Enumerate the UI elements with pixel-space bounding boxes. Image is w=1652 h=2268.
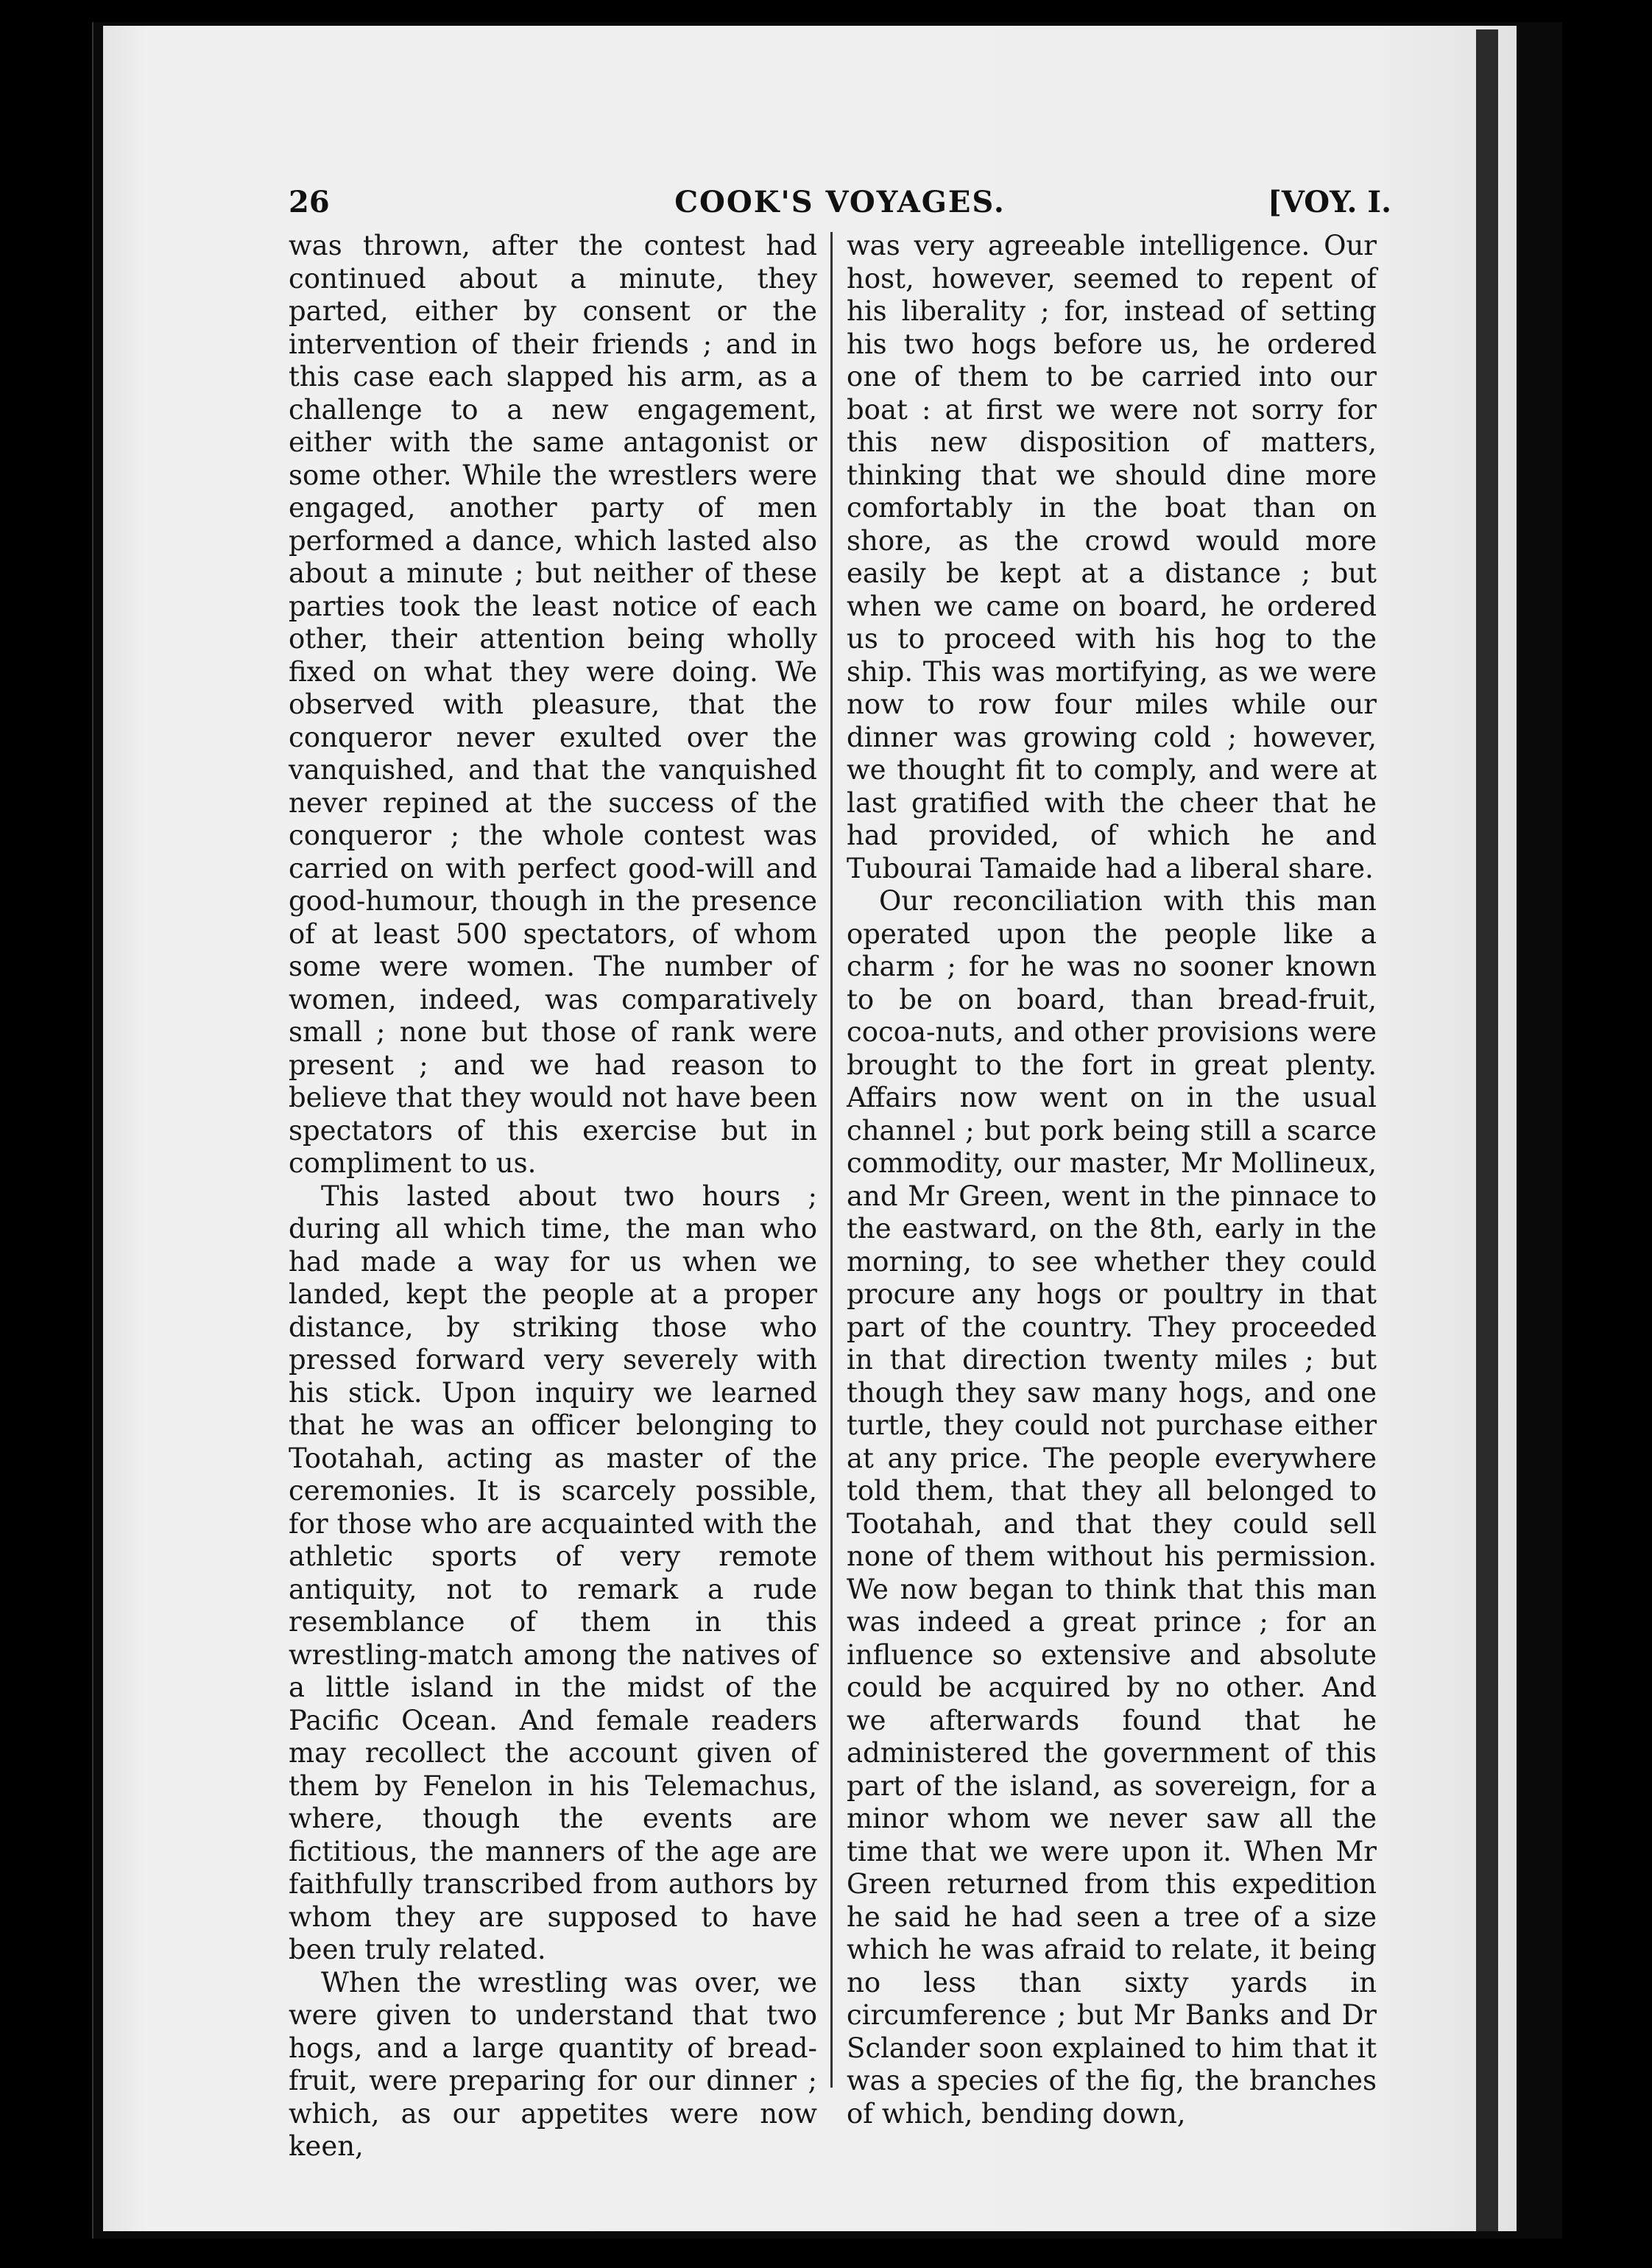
running-title: COOK'S VOYAGES. xyxy=(674,185,1006,219)
column-divider xyxy=(830,232,833,2088)
right-paragraph-1: was very agreeable intelligence. Our host, however, seemed to repent of his liberality ; for, instead of setting his two hogs before us, he ordered one of them to be carried into our boat : at first we were not sorry for this new disposition of matters, thinking that we should dine more comfortably in the boat than on shore, as the crowd would more easily be kept at a distance ; but when we came on board, he ordered us to proceed with his hog to the ship. This was mortifying, as we were now to row four miles while our dinner was growing cold ; however, we thought fit to comply, and were at last gratified with the cheer that he had provided, of which he and Tubourai Tamaide had a liberal share. xyxy=(847,230,1377,884)
page-header xyxy=(289,184,1391,221)
left-paragraph-1: was thrown, after the contest had continued about a minute, they parted, either by consent or the intervention of their friends ; and in this case each slapped his arm, as a challenge to a new engagement, either with the same antagonist or some other. While the wrestlers were engaged, another party of men performed a dance, which lasted also about a minute ; but neither of these parties took the least notice of each other, their attention being wholly fixed on what they were doing. We observed with pleasure, that the conqueror never exulted over the vanquished, and that the vanquished never repined at the success of the conqueror ; the whole contest was carried on with perfect good-will and good-humour, though in the presence of at least 500 spectators, of whom some were women. The number of women, indeed, was comparatively small ; none but those of rank were present ; and we had reason to believe that they would not have been spectators of this exercise but in compliment to us. xyxy=(289,230,817,1179)
right-paragraph-2: Our reconciliation with this man operated upon the people like a charm ; for he was no sooner known to be on board, than bread-fruit, cocoa-nuts, and other provisions were brought to the fort in great plenty. Affairs now went on in the usual channel ; but pork being still a scarce commodity, our master, Mr Mollineux, and Mr Green, went in the pinnace to the eastward, on the 8th, early in the morning, to see whether they could procure any hogs or poultry in that part of the country. They proceeded in that direction twenty miles ; but though they saw many hogs, and one turtle, they could not purchase either at any price. The people everywhere told them, that they all belonged to Tootahah, and that they could sell none of them without his permission. We now began to think that this man was indeed a great prince ; for an influence so extensive and absolute could be acquired by no other. And we afterwards found that he administered the government of this part of the island, as sovereign, for a minor whom we never saw all the time that we were upon it. When Mr Green returned from this expedition he said he had seen a tree of a size which he was afraid to relate, it being no less than sixty yards in circumference ; but Mr Banks and Dr Sclander soon explained to him that it was a species of the fig, the branches of which, bending down, xyxy=(847,885,1377,2130)
left-column xyxy=(289,230,817,2162)
right-column xyxy=(847,230,1377,2130)
left-paragraph-3: When the wrestling was over, we were given to understand that two hogs, and a large quantity of bread-fruit, were preparing for our dinner ; which, as our appetites were now keen, xyxy=(289,1966,817,2162)
page-number: 26 xyxy=(289,185,330,219)
book-spine-edge xyxy=(1476,29,1498,2231)
left-paragraph-2: This lasted about two hours ; during all which time, the man who had made a way for us when we landed, kept the people at a proper distance, by striking those who pressed forward very severely with his stick. Upon inquiry we learned that he was an officer belonging to Tootahah, acting as master of the ceremonies. It is scarcely possible, for those who are acquainted with the athletic sports of very remote antiquity, not to remark a rude resemblance of them in this wrestling-match among the natives of a little island in the midst of the Pacific Ocean. And female readers may recollect the account given of them by Fenelon in his Telemachus, where, though the events are fictitious, the manners of the age are faithfully transcribed from authors by whom they are supposed to have been truly related. xyxy=(289,1180,817,1965)
volume-label: [VOY. I. xyxy=(1268,185,1391,219)
